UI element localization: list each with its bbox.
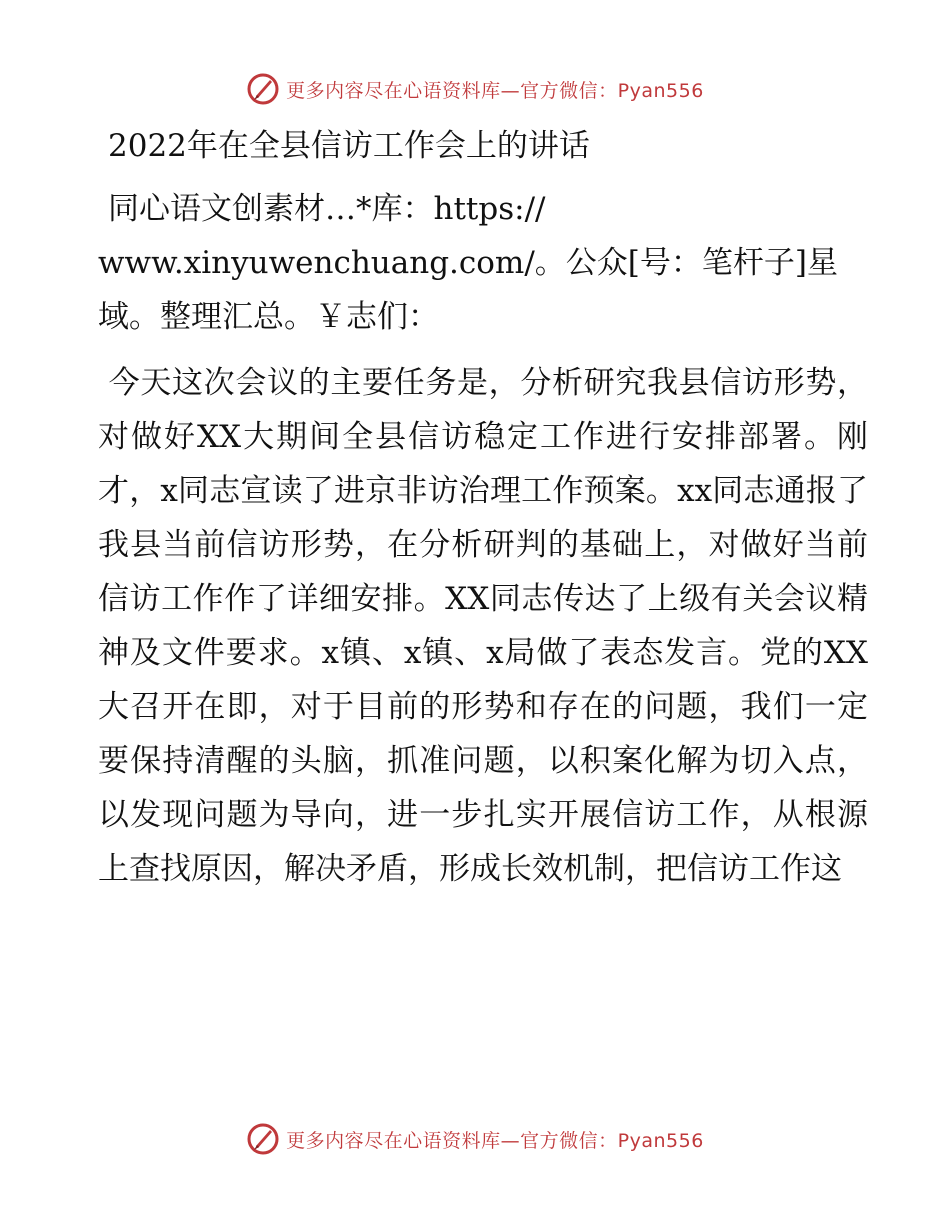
header-watermark-banner <box>0 72 950 106</box>
body-paragraph <box>98 356 868 896</box>
source-line-1: 同心语文创素材…*库：https:// <box>108 191 546 227</box>
header-watermark-text: 更多内容尽在心语资料库—官方微信：Pyan556 <box>286 79 704 102</box>
document-content <box>98 122 868 908</box>
source-line-2: www.xinyuwenchuang.com/。公众[号：笔杆子]星 <box>98 245 838 281</box>
source-line-3: 域。整理汇总。￥志们： <box>98 299 439 335</box>
footer-watermark-text: 更多内容尽在心语资料库—官方微信：Pyan556 <box>286 1129 704 1152</box>
footer-watermark-banner <box>0 1122 950 1156</box>
quill-pen-logo-icon <box>246 1122 280 1156</box>
body-text: 今天这次会议的主要任务是，分析研究我县信访形势，对做好XX大期间全县信访稳定工作进行安排部署。刚才，x同志宣读了进京非访治理工作预案。xx同志通报了我县当前信访形势，在分析研判的基础上，对做好当前信访工作作了详细安排。XX同志传达了上级有关会议精神及文件要求。x镇、x镇、x局做了表态发言。党的XX大召开在即，对于目前的形势和存在的问题，我们一定要保持清醒的头脑，抓准问题，以积案化解为切入点，以发现问题为导向，进一步扎实开展信访工作，从根源上查找原因，解决矛盾，形成长效机制，把信访工作这 <box>98 365 868 887</box>
quill-pen-logo-icon <box>246 72 280 106</box>
document-title: 2022年在全县信访工作会上的讲话 <box>108 128 590 164</box>
source-paragraph <box>98 182 868 344</box>
